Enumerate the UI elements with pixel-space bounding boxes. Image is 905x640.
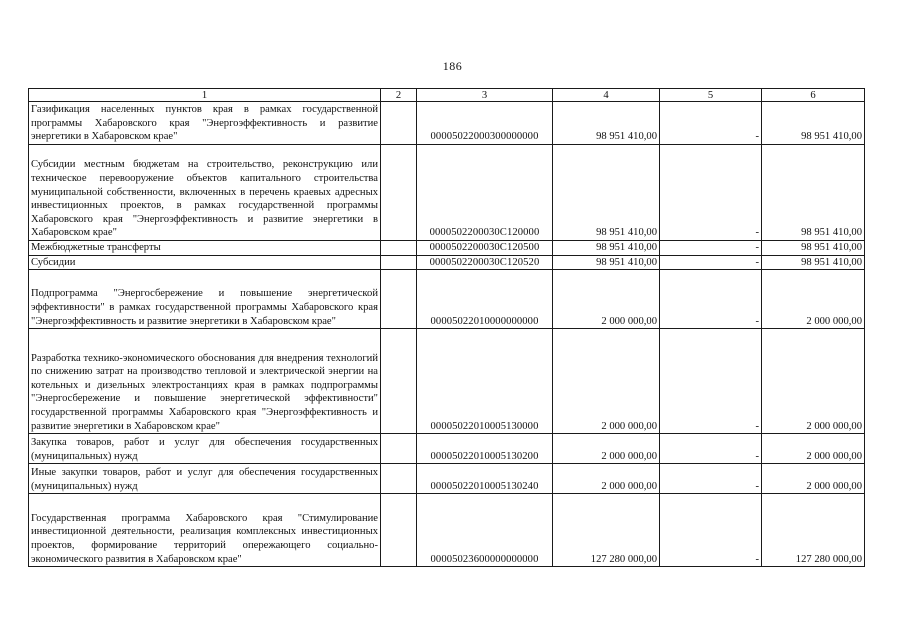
row-col2 [381,494,417,567]
row-amount: 2 000 000,00 [553,464,660,494]
row-code: 00005022000300000000 [417,102,553,145]
table-row [29,255,865,270]
row-col5: - [660,494,762,567]
column-header-5: 5 [660,89,762,102]
row-code: 00005022010005130000 [417,329,553,434]
row-code: 0000502200030C120520 [417,255,553,270]
row-col2 [381,255,417,270]
table-row [29,494,865,567]
row-total: 98 951 410,00 [762,255,865,270]
row-code: 00005022010005130200 [417,434,553,464]
row-col2 [381,145,417,241]
row-col5: - [660,241,762,256]
row-col2 [381,270,417,329]
row-amount: 2 000 000,00 [553,270,660,329]
row-name: Закупка товаров, работ и услуг для обеспечения государственных (муниципальных) нужд [29,434,381,464]
row-col5: - [660,255,762,270]
row-col5: - [660,464,762,494]
row-code: 00005022010000000000 [417,270,553,329]
row-total: 127 280 000,00 [762,494,865,567]
row-name: Иные закупки товаров, работ и услуг для обеспечения государственных (муниципальных) нужд [29,464,381,494]
row-total: 2 000 000,00 [762,329,865,434]
table-row [29,434,865,464]
page-number: 186 [442,59,463,73]
row-col5: - [660,102,762,145]
table-row [29,241,865,256]
column-header-4: 4 [553,89,660,102]
row-total: 2 000 000,00 [762,434,865,464]
row-name: Разработка технико-экономического обоснования для внедрения технологий по снижению затрат на производство тепловой и электрической энергии на котельных и дизельных электростанциях края в рамках подпрограммы "Энергосбережение и повышение энергетической эффективности" государственной программы Хабаровского края "Энергоэффективность и развитие энергетики в Хабаровском крае" [29,329,381,434]
row-col2 [381,241,417,256]
row-code: 00005023600000000000 [417,494,553,567]
column-header-3: 3 [417,89,553,102]
row-col5: - [660,270,762,329]
table-row [29,464,865,494]
row-code: 0000502200030C120000 [417,145,553,241]
row-total: 2 000 000,00 [762,464,865,494]
row-amount: 98 951 410,00 [553,102,660,145]
row-col5: - [660,329,762,434]
row-name: Субсидии местным бюджетам на строительство, реконструкцию или техническое перевооружение объектов капитального строительства муниципальной собственности, включенных в перечень краевых адресных инвестиционных проектов, в рамках государственной программы Хабаровского края "Энергоэффективность и развитие энергетики в Хабаровском крае" [29,145,381,241]
row-total: 98 951 410,00 [762,241,865,256]
budget-table [28,88,865,567]
table-row [29,145,865,241]
row-amount: 127 280 000,00 [553,494,660,567]
column-header-6: 6 [762,89,865,102]
table-row [29,102,865,145]
row-col2 [381,434,417,464]
table-row [29,270,865,329]
row-amount: 98 951 410,00 [553,145,660,241]
table-row [29,329,865,434]
row-col2 [381,329,417,434]
row-name: Межбюджетные трансферты [29,241,381,256]
row-amount: 98 951 410,00 [553,241,660,256]
row-amount: 2 000 000,00 [553,329,660,434]
row-amount: 98 951 410,00 [553,255,660,270]
row-amount: 2 000 000,00 [553,434,660,464]
row-name: Государственная программа Хабаровского края "Стимулирование инвестиционной деятельности, реализация комплексных инвестиционных проектов, формирование территорий опережающего социально-экономического развития в Хабаровском крае" [29,494,381,567]
row-code: 0000502200030C120500 [417,241,553,256]
row-name: Подпрограмма "Энергосбережение и повышение энергетической эффективности" в рамках государственной программы Хабаровского края "Энергоэффективность и развитие энергетики в Хабаровском крае" [29,270,381,329]
row-col2 [381,102,417,145]
row-total: 98 951 410,00 [762,102,865,145]
row-code: 00005022010005130240 [417,464,553,494]
table-header-row [29,89,865,102]
row-col2 [381,464,417,494]
row-total: 2 000 000,00 [762,270,865,329]
column-header-2: 2 [381,89,417,102]
row-name: Газификация населенных пунктов края в рамках государственной программы Хабаровского края "Энергоэффективность и развитие энергетики в Хабаровском крае" [29,102,381,145]
column-header-1: 1 [29,89,381,102]
row-col5: - [660,145,762,241]
row-total: 98 951 410,00 [762,145,865,241]
row-col5: - [660,434,762,464]
row-name: Субсидии [29,255,381,270]
